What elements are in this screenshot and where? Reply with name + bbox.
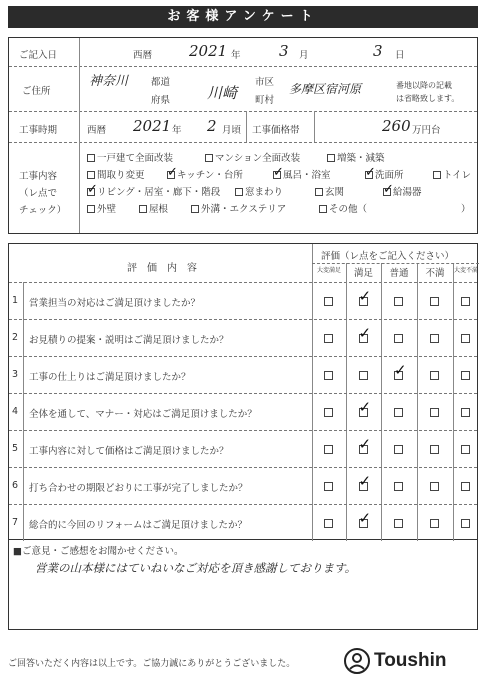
date-year-value[interactable]: 2021: [189, 42, 228, 60]
period-price-label: 工事価格帯: [252, 125, 300, 136]
checkbox[interactable]: [315, 188, 323, 196]
content-label-line3: チェック）: [19, 205, 67, 216]
rating-checkbox[interactable]: [461, 408, 470, 417]
question-text: 打ち合わせの期限どおりに工事が完了しましたか？: [29, 483, 248, 494]
question-text: 工事内容に対して価格はご満足頂けましたか？: [29, 446, 229, 457]
question-number: 5: [12, 443, 19, 454]
question-number: 7: [12, 517, 19, 528]
info-section: [8, 37, 478, 234]
rating-checkbox[interactable]: [324, 445, 333, 454]
rating-checkbox[interactable]: [430, 482, 439, 491]
question-text: 全体を通して、マナー・対応はご満足頂けましたか？: [29, 409, 257, 420]
rating-checkbox[interactable]: [394, 297, 403, 306]
question-number: 2: [12, 332, 19, 343]
address-ku: 市区: [255, 77, 275, 88]
checkbox[interactable]: [205, 154, 213, 162]
date-label: ご記入日: [19, 50, 58, 61]
checkbox[interactable]: [87, 154, 95, 162]
rating-checkbox[interactable]: [430, 519, 439, 528]
check-mark-icon: ✓: [365, 165, 376, 180]
rating-checkbox[interactable]: [461, 445, 470, 454]
address-fuken: 府県: [151, 95, 171, 106]
rating-checkbox[interactable]: [324, 519, 333, 528]
rating-checkbox[interactable]: [394, 445, 403, 454]
check-mark-icon: ✓: [87, 182, 98, 197]
checkbox[interactable]: [191, 205, 199, 213]
checkbox[interactable]: [433, 171, 441, 179]
date-day-unit: 日: [395, 50, 405, 61]
check-mark-icon: ✓: [358, 398, 372, 416]
content-item[interactable]: [87, 167, 145, 181]
date-day-value[interactable]: 3: [373, 42, 383, 60]
content-item-label: 間取り変更: [97, 170, 145, 181]
content-item[interactable]: [87, 201, 116, 215]
content-item-label: その他（: [329, 204, 368, 215]
comment-label: ■ご意見・ご感想をお聞かせください。: [13, 546, 184, 557]
check-mark-icon: ✓: [167, 165, 178, 180]
footer-thanks: ご回答いただく内容は以上です。ご協力誠にありがとうございました。: [8, 659, 296, 669]
comment-section: [8, 540, 478, 630]
comment-text[interactable]: 営業の山本様にはていねいなご対応を頂き感謝しております。: [35, 561, 357, 575]
period-label: 工事時期: [19, 125, 58, 136]
period-price-unit: 万円台: [412, 125, 441, 136]
page-title: お客様アンケート: [8, 6, 478, 28]
content-item[interactable]: [365, 167, 404, 181]
rating-checkbox[interactable]: [359, 371, 368, 380]
period-year-value[interactable]: 2021: [133, 117, 172, 135]
content-item[interactable]: [87, 150, 173, 164]
content-item-label: キッチン・台所: [177, 170, 243, 181]
check-mark-icon: ✓: [358, 287, 372, 305]
content-item-label: 給湯器: [393, 187, 422, 198]
date-month-value[interactable]: 3: [279, 42, 289, 60]
check-mark-icon: ✓: [358, 435, 372, 453]
rating-checkbox[interactable]: [461, 519, 470, 528]
check-mark-icon: ✓: [383, 182, 394, 197]
date-year-unit: 年: [231, 50, 241, 61]
rating-checkbox[interactable]: [394, 408, 403, 417]
rating-checkbox[interactable]: [324, 297, 333, 306]
content-item-label: 外溝・エクステリア: [201, 204, 287, 215]
address-note-line1: 番地以降の記載: [396, 81, 452, 90]
address-note-line2: は省略致します。: [396, 94, 460, 103]
checkbox[interactable]: [139, 205, 147, 213]
check-mark-icon: ✓: [358, 509, 372, 527]
content-item[interactable]: [167, 167, 243, 181]
question-text: 工事の仕上りはご満足頂けましたか？: [29, 372, 191, 383]
question-text: お見積りの提案・説明はご満足頂けましたか？: [29, 335, 229, 346]
content-item-label: 風呂・浴室: [283, 170, 331, 181]
content-item-label: マンション全面改装: [215, 153, 301, 164]
content-item-label: リビング・居室・廊下・階段: [97, 187, 221, 198]
rating-checkbox[interactable]: [430, 297, 439, 306]
rating-header: 大変不満: [453, 267, 478, 274]
checkbox[interactable]: [87, 182, 98, 197]
content-item[interactable]: [191, 201, 286, 215]
rating-checkbox[interactable]: [461, 371, 470, 380]
content-label-line1: 工事内容: [19, 171, 58, 182]
rating-header: 普通: [389, 268, 409, 279]
rating-header: 大変満足: [316, 267, 341, 274]
content-item-label: 一戸建て全面改装: [97, 153, 174, 164]
content-item[interactable]: [383, 184, 422, 198]
checkbox[interactable]: [87, 205, 95, 213]
address-prefecture-value[interactable]: 神奈川: [89, 74, 129, 89]
period-month-value[interactable]: 2: [207, 117, 217, 135]
content-item-label: 洗面所: [375, 170, 404, 181]
checkbox[interactable]: [235, 188, 243, 196]
rating-checkbox[interactable]: [461, 482, 470, 491]
content-item[interactable]: [327, 150, 385, 164]
content-item[interactable]: [315, 184, 344, 198]
period-year-unit: 年: [172, 125, 182, 136]
content-item[interactable]: [235, 184, 283, 198]
date-era: 西暦: [133, 50, 153, 61]
rating-header: 不満: [425, 268, 445, 279]
rating-header: 満足: [353, 268, 373, 279]
brand-name: Toushin: [374, 650, 447, 671]
check-mark-icon: ✓: [394, 361, 407, 379]
address-city-value[interactable]: 川崎: [207, 84, 238, 102]
content-item[interactable]: [139, 201, 168, 215]
rating-checkbox[interactable]: [324, 408, 333, 417]
question-number: 3: [12, 369, 19, 380]
content-item[interactable]: [273, 167, 331, 181]
rating-checkbox[interactable]: [394, 519, 403, 528]
rating-checkbox[interactable]: [324, 482, 333, 491]
content-item[interactable]: [87, 184, 220, 198]
address-label: ご住所: [22, 86, 51, 97]
content-label-line2: （レ点で: [19, 188, 58, 199]
check-mark-icon: ✓: [273, 165, 284, 180]
question-number: 4: [12, 406, 19, 417]
rating-checkbox[interactable]: [430, 334, 439, 343]
content-item-label: 増築・減築: [337, 153, 385, 164]
rating-checkbox[interactable]: [461, 297, 470, 306]
question-text: 総合的に今回のリフォームはご満足頂けましたか？: [29, 520, 248, 531]
eval-rating-header: 評価（レ点をご記入ください）: [321, 251, 455, 262]
checkbox[interactable]: [365, 165, 376, 180]
content-item-label: 窓まわり: [245, 187, 284, 198]
rating-checkbox[interactable]: [394, 482, 403, 491]
evaluation-section: [8, 243, 478, 540]
other-close-paren: ）: [461, 204, 471, 215]
rating-checkbox[interactable]: [430, 371, 439, 380]
toushin-logo-icon: [344, 648, 370, 674]
rating-checkbox[interactable]: [324, 371, 333, 380]
content-item-label: 玄関: [325, 187, 345, 198]
checkbox[interactable]: [167, 165, 178, 180]
address-todou: 都道: [151, 77, 171, 88]
content-item[interactable]: [205, 150, 300, 164]
eval-header-label: 評 価 内 容: [127, 263, 197, 274]
checkbox[interactable]: [273, 165, 284, 180]
rating-checkbox[interactable]: [430, 445, 439, 454]
content-item-label: 屋根: [149, 204, 169, 215]
address-chouson: 町村: [255, 95, 275, 106]
address-district-value[interactable]: 多摩区宿河原: [289, 82, 362, 96]
checkbox[interactable]: [383, 182, 394, 197]
check-mark-icon: ✓: [358, 324, 372, 342]
check-mark-icon: ✓: [358, 472, 372, 490]
period-month-unit: 月頃: [222, 125, 242, 136]
checkbox[interactable]: [87, 171, 95, 179]
checkbox[interactable]: [327, 154, 335, 162]
rating-checkbox[interactable]: [324, 334, 333, 343]
rating-checkbox[interactable]: [461, 334, 470, 343]
period-era: 西暦: [87, 125, 107, 136]
content-item[interactable]: [433, 167, 471, 181]
content-item-label: 外壁: [97, 204, 117, 215]
checkbox[interactable]: [319, 205, 327, 213]
rating-checkbox[interactable]: [430, 408, 439, 417]
question-number: 6: [12, 480, 19, 491]
content-item-label: トイレ: [443, 170, 472, 181]
date-month-unit: 月: [299, 50, 309, 61]
period-price-value[interactable]: 260: [382, 117, 411, 135]
rating-checkbox[interactable]: [394, 334, 403, 343]
content-item[interactable]: [319, 201, 367, 215]
question-number: 1: [12, 295, 19, 306]
question-text: 営業担当の対応はご満足頂けましたか？: [29, 298, 201, 309]
